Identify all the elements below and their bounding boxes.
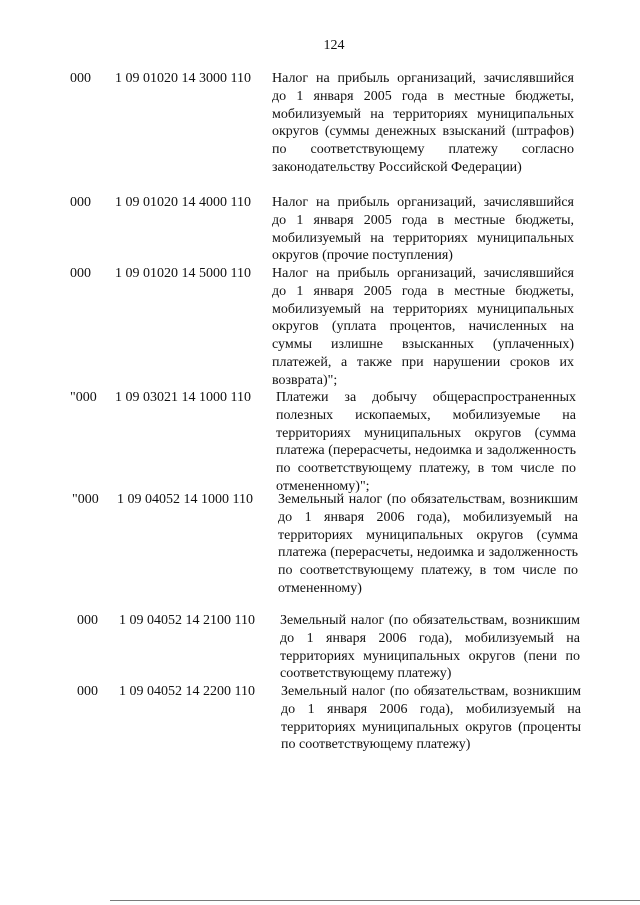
budget-classification-code: 1 09 04052 14 2100 110 <box>119 613 255 628</box>
entry-description: Земельный налог (по обязательствам, возникшим до 1 января 2006 года), мобилизуемый на территориях муниципальных округов (пени по соответствующему платежу) <box>280 613 580 682</box>
admin-code: "000 <box>70 390 97 405</box>
entry-description: Платежи за добычу общераспространенных полезных ископаемых, мобилизуемые на территориях муниципальных округов (сумма платежа (перерасчеты, недоимка и задолженность по соответствующему платежу, в том числе по отмененному)"; <box>276 390 576 494</box>
page-number: 124 <box>323 38 345 53</box>
budget-classification-code: 1 09 03021 14 1000 110 <box>115 390 251 405</box>
entry-description: Земельный налог (по обязательствам, возникшим до 1 января 2006 года), мобилизуемый на территориях муниципальных округов (проценты по соответствующему платежу) <box>281 684 581 753</box>
admin-code: "000 <box>72 492 99 507</box>
budget-classification-code: 1 09 01020 14 5000 110 <box>115 266 251 281</box>
budget-classification-code: 1 09 04052 14 2200 110 <box>119 684 255 699</box>
admin-code: 000 <box>70 71 91 86</box>
entry-description: Налог на прибыль организаций, зачислявшийся до 1 января 2005 года в местные бюджеты, мобилизуемый на территориях муниципальных округов (прочие поступления) <box>272 195 574 264</box>
admin-code: 000 <box>77 613 98 628</box>
budget-classification-code: 1 09 01020 14 3000 110 <box>115 71 251 86</box>
scan-bottom-edge <box>110 900 640 901</box>
admin-code: 000 <box>70 195 91 210</box>
budget-classification-code: 1 09 04052 14 1000 110 <box>117 492 253 507</box>
entry-description: Земельный налог (по обязательствам, возникшим до 1 января 2006 года), мобилизуемый на территориях муниципальных округов (сумма платежа (перерасчеты, недоимка и задолженность по соответствующему платежу, в том числе по отмененному) <box>278 492 578 596</box>
entry-description: Налог на прибыль организаций, зачислявшийся до 1 января 2005 года в местные бюджеты, мобилизуемый на территориях муниципальных округов (суммы денежных взысканий (штрафов) по соответствующему платежу согласно законодательству Российской Федерации) <box>272 71 574 175</box>
budget-classification-code: 1 09 01020 14 4000 110 <box>115 195 251 210</box>
admin-code: 000 <box>77 684 98 699</box>
entry-description: Налог на прибыль организаций, зачислявшийся до 1 января 2005 года в местные бюджеты, мобилизуемый на территориях муниципальных округов (уплата процентов, начисленных на суммы излишне взысканных (уплаченных) платежей, а также при нарушении сроков их возврата)"; <box>272 266 574 388</box>
admin-code: 000 <box>70 266 91 281</box>
